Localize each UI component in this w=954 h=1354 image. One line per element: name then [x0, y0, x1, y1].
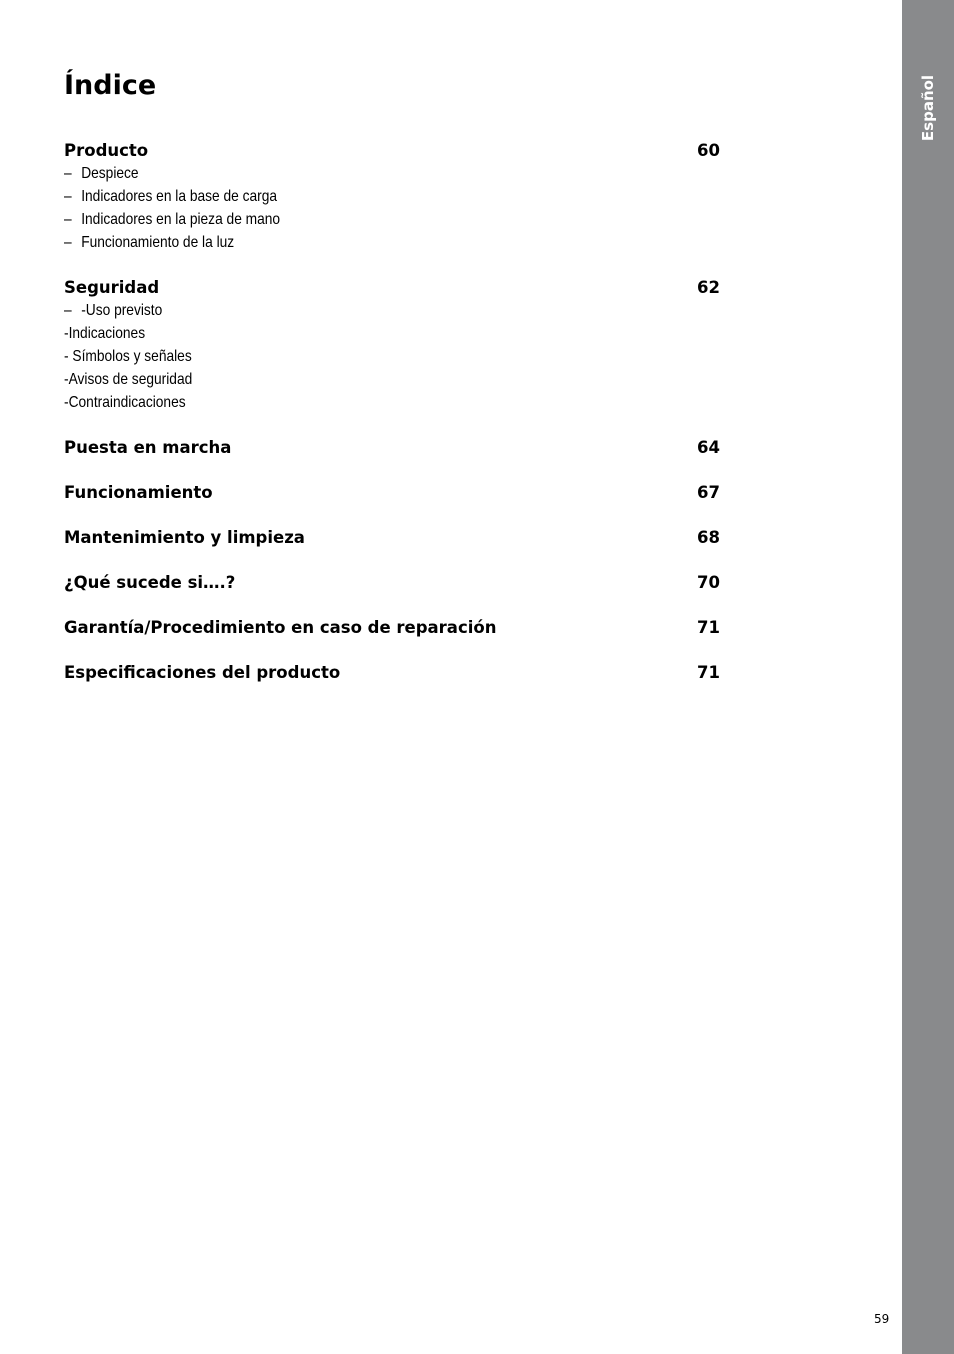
language-label: Español [919, 74, 937, 142]
toc-entry-page: 60 [697, 141, 720, 160]
toc-entry-title: Especificaciones del producto [64, 663, 341, 682]
toc-section [64, 526, 720, 549]
toc-section [64, 481, 720, 504]
toc-entry-title: ¿Qué sucede si….? [64, 573, 236, 592]
toc-subitem-dash: – [64, 165, 72, 182]
toc-subitem [64, 391, 628, 414]
toc-entry-page: 71 [697, 663, 720, 682]
toc-subitem-dash: – [64, 211, 72, 228]
toc-entry[interactable] [64, 436, 720, 459]
toc-subitem [64, 162, 628, 185]
toc-entry-title: Seguridad [64, 278, 160, 297]
toc-entry-page: 67 [697, 483, 720, 502]
toc-subitem-text: Despiece [81, 165, 139, 182]
toc-subitem-dash: – [64, 234, 72, 251]
toc-subitem-text: -Contraindicaciones [64, 394, 186, 411]
toc-subitem [64, 299, 628, 322]
toc-section [64, 571, 720, 594]
page-title: Índice [64, 70, 157, 101]
toc-entry[interactable] [64, 571, 720, 594]
toc-entry-title: Funcionamiento [64, 483, 213, 502]
toc-section [64, 276, 720, 414]
toc-subitem-text: Indicadores en la pieza de mano [81, 211, 281, 228]
toc-subitem [64, 208, 628, 231]
toc-entry-page: 68 [697, 528, 720, 547]
toc-subitem-text: Funcionamiento de la luz [81, 234, 235, 251]
toc-entry-title: Mantenimiento y limpieza [64, 528, 305, 547]
toc-entry-page: 70 [697, 573, 720, 592]
toc-entry-page: 71 [697, 618, 720, 637]
toc-entry[interactable] [64, 661, 720, 684]
page-number: 59 [874, 1312, 890, 1326]
toc-subitem [64, 231, 628, 254]
toc-section [64, 436, 720, 459]
toc-subitem-dash: – [64, 188, 72, 205]
toc-subitem-text: Indicadores en la base de carga [81, 188, 278, 205]
toc-section [64, 661, 720, 684]
toc-section [64, 616, 720, 639]
toc-entry-title: Producto [64, 141, 149, 160]
toc-entry[interactable] [64, 139, 720, 162]
toc-entry[interactable] [64, 526, 720, 549]
toc-entry-title: Garantía/Procedimiento en caso de reparación [64, 618, 497, 637]
toc-subitem-text: -Avisos de seguridad [64, 371, 193, 388]
toc-entry-title: Puesta en marcha [64, 438, 232, 457]
toc-entry[interactable] [64, 616, 720, 639]
table-of-contents [64, 139, 720, 706]
toc-subitem [64, 322, 628, 345]
toc-subitem-text: - Símbolos y señales [64, 348, 192, 365]
toc-entry[interactable] [64, 481, 720, 504]
toc-entry-page: 62 [697, 278, 720, 297]
toc-subitem [64, 185, 628, 208]
toc-subitem-text: -Uso previsto [81, 302, 163, 319]
toc-subitem [64, 345, 628, 368]
toc-subitem-text: -Indicaciones [64, 325, 146, 342]
toc-section [64, 139, 720, 254]
toc-entry-page: 64 [697, 438, 720, 457]
toc-subitem-dash: – [64, 302, 72, 319]
toc-subitem [64, 368, 628, 391]
language-side-tab [902, 0, 954, 1354]
toc-entry[interactable] [64, 276, 720, 299]
